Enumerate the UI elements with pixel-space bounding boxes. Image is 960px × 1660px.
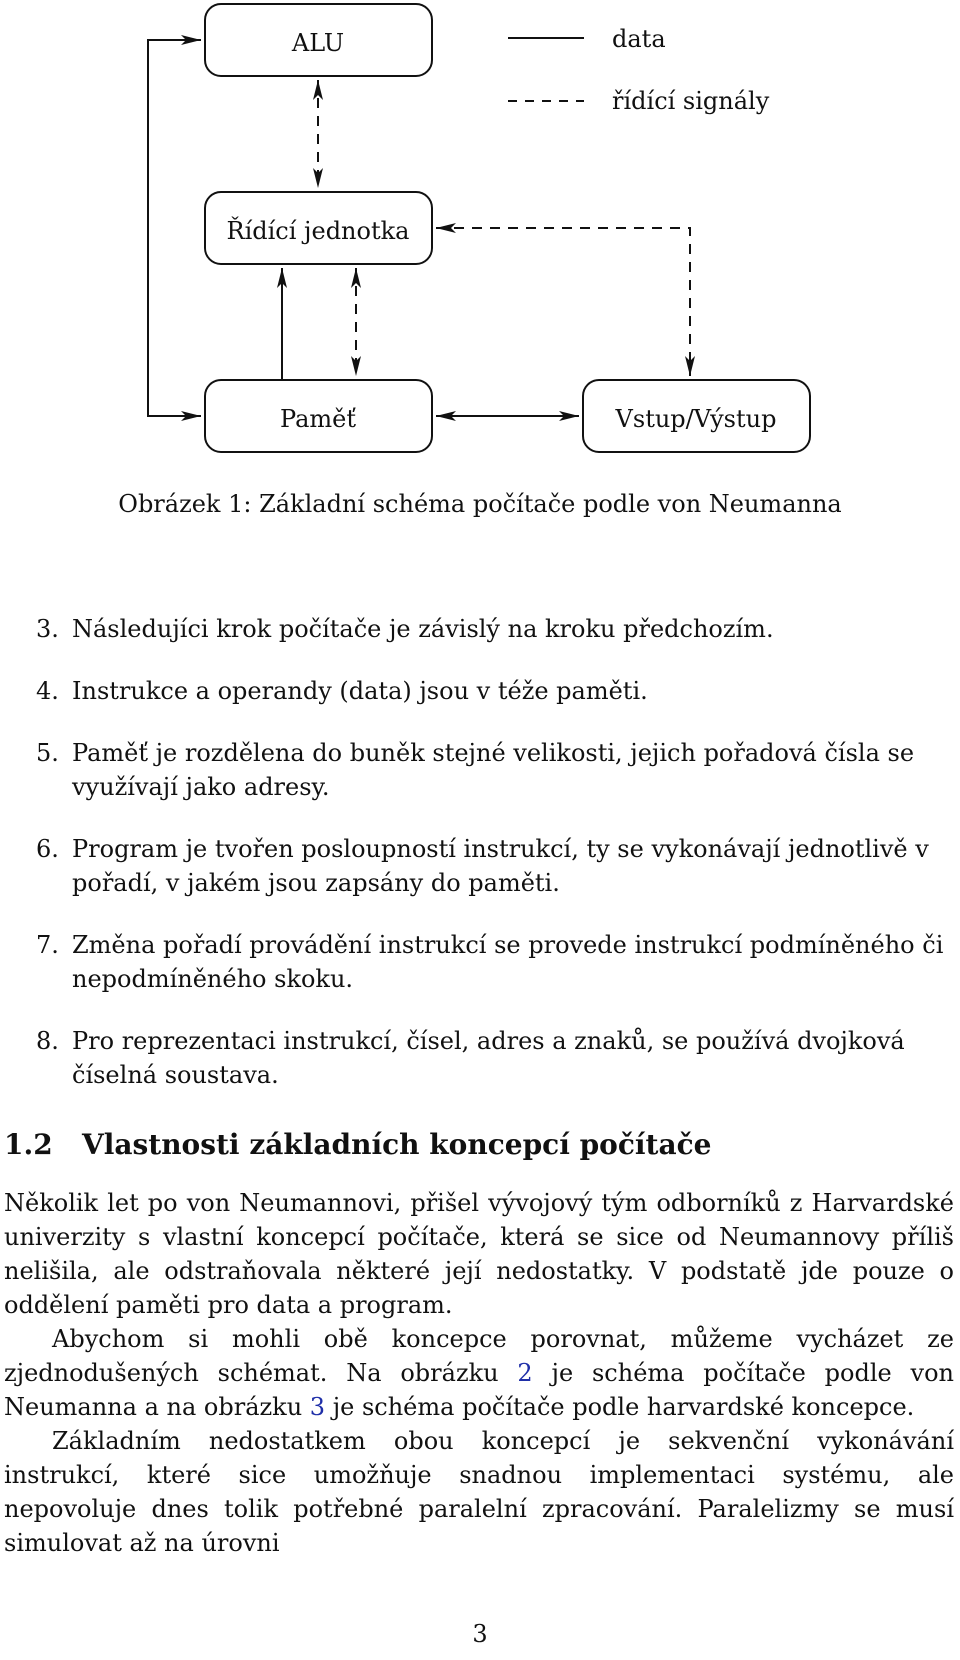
legend-control-label: řídící signály [612,87,770,115]
list-item [36,1024,946,1092]
numbered-list [36,612,946,1120]
list-item-number: 4. [36,677,59,705]
section-number: 1.2 [4,1128,53,1161]
figure-caption: Obrázek 1: Základní schéma počítače podle von Neumanna [118,490,842,518]
list-item-number: 6. [36,835,59,863]
memory-alu-loop-arrow [148,40,201,416]
list-item [36,832,946,900]
figure-reference-link[interactable]: 2 [517,1359,533,1387]
figure-reference-link[interactable]: 3 [309,1393,326,1421]
list-item-text: Program je tvořen posloupností instrukcí, ty se vykonávají jednotlivě v pořadí, v jakém jsou zapsány do paměti. [72,835,929,897]
list-item-text: Změna pořadí provádění instrukcí se provede instrukcí podmíněného či nepodmíněného skoku. [72,931,944,993]
paragraph-text: je schéma počítače podle harvardské koncepce. [325,1393,915,1421]
section-heading [4,1128,711,1161]
io-label: Vstup/Výstup [615,405,777,433]
paragraph: Základním nedostatkem obou koncepcí je sekvenční vykonávání instrukcí, které sice umožňuje snadnou implementaci systému, ale nepovoluje dnes tolik potřebné paralelní zpracování. Paralelizmy se musí simulovat až na úrovni [4,1427,954,1557]
paragraph-text: je schéma počítače podle von Neumanna a na obrázku [4,1359,954,1421]
list-item [36,612,946,646]
io-node [583,380,810,452]
list-item [36,736,946,804]
list-item [36,928,946,996]
list-item-text: Paměť je rozdělena do buněk stejné velikosti, jejich pořadová čísla se využívají jako adresy. [72,739,915,801]
list-item-number: 5. [36,739,59,767]
memory-label: Paměť [280,405,356,433]
section-title: Vlastnosti základních koncepcí počítače [82,1128,712,1161]
legend [508,25,770,115]
legend-data-label: data [612,25,666,53]
control-unit-node [205,192,432,264]
list-item-text: Následujíci krok počítače je závislý na kroku předchozím. [72,615,774,643]
paragraph: Několik let po von Neumannovi, přišel vývojový tým odborníků z Harvardské univerzity s vlastní koncepcí počítače, která se sice od Neumannovy příliš nelišila, ale odstraňovala některé její nedostatky. V podstatě jde pouze o oddělení paměti pro data a program. [4,1189,954,1319]
memory-node [205,380,432,452]
list-item [36,674,946,708]
body-text [4,1186,954,1560]
list-item-number: 7. [36,931,59,959]
list-item-text: Instrukce a operandy (data) jsou v téže paměti. [72,677,648,705]
page-number: 3 [472,1620,488,1648]
alu-label: ALU [291,29,345,57]
list-item-text: Pro reprezentaci instrukcí, čísel, adres a znaků, se používá dvojková číselná soustava. [72,1027,905,1089]
control-io-arrow [436,228,690,376]
paragraph [4,1322,954,1424]
list-item-number: 8. [36,1027,59,1055]
alu-node [205,4,432,76]
control-unit-label: Řídící jednotka [226,217,410,245]
von-neumann-diagram [0,0,960,480]
paragraph-text: Abychom si mohli obě koncepce porovnat, můžeme vycházet ze zjednodušených schémat. Na obrázku [4,1325,954,1387]
list-item-number: 3. [36,615,59,643]
